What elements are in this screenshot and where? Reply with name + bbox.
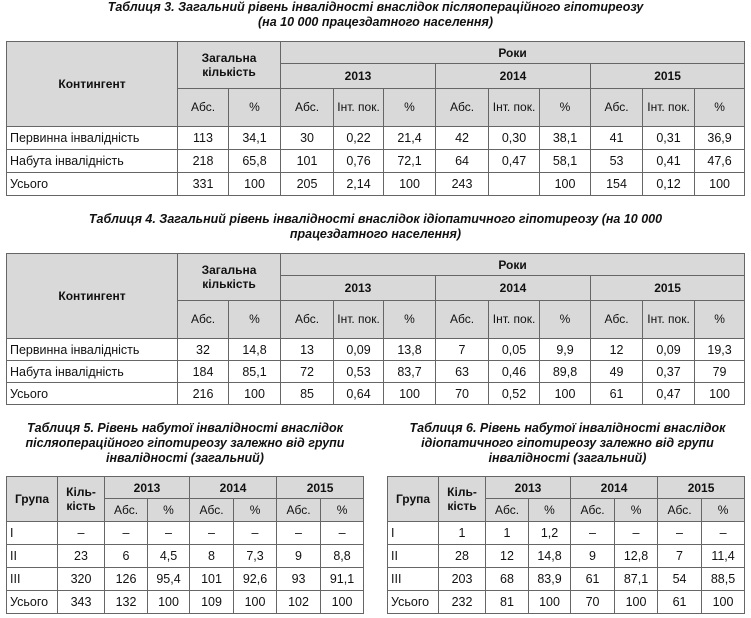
table-cell: 0,76 [334,150,384,173]
pct-header: % [540,89,591,127]
int-header: Інт. пок. [489,89,540,127]
table-cell: 23 [58,545,105,568]
table-cell: 70 [436,383,489,405]
table-cell: 79 [695,361,745,383]
table-cell: 83,9 [529,568,571,591]
year-header: 2013 [281,276,436,301]
pct-header: % [384,301,436,339]
table-row [388,522,745,545]
row-label: Первинна інвалідність [7,339,178,361]
table5-body [7,522,364,614]
table-cell: 85,1 [229,361,281,383]
table-cell: 1 [439,522,486,545]
row-label: III [7,568,58,591]
table-cell: 41 [591,127,643,150]
table-cell: 205 [281,173,334,196]
table-cell: 102 [277,591,321,614]
pct-header: % [540,301,591,339]
table-cell: 101 [190,568,234,591]
row-label: Усього [7,591,58,614]
table-cell: 100 [229,173,281,196]
table-cell: 0,47 [489,150,540,173]
year-header: 2014 [571,477,658,499]
table-cell: – [190,522,234,545]
table-cell: 203 [439,568,486,591]
row-label: I [388,522,439,545]
pct-header: % [229,89,281,127]
table-cell: 0,37 [643,361,695,383]
table6-caption-line3: інвалідності (загальний) [488,451,647,465]
table-cell: 58,1 [540,150,591,173]
contingent-header: Контингент [7,254,178,339]
table-cell: 0,09 [643,339,695,361]
table4-body [7,339,745,405]
table-cell: 331 [178,173,229,196]
int-header: Інт. пок. [334,301,384,339]
table-cell: 100 [695,173,745,196]
table3-body [7,127,745,196]
row-label: II [388,545,439,568]
table-cell: 100 [702,591,745,614]
table-cell: 34,1 [229,127,281,150]
table-row [388,568,745,591]
table-cell: 30 [281,127,334,150]
table-cell: 100 [615,591,658,614]
table-cell: 49 [591,361,643,383]
table6-caption-line2: ідіопатичного гіпотиреозу залежно від групи [421,436,714,450]
table-cell: 0,09 [334,339,384,361]
table-cell: 100 [529,591,571,614]
table-cell: 9,9 [540,339,591,361]
table-cell: 0,53 [334,361,384,383]
table-cell: 89,8 [540,361,591,383]
pct-header: % [695,89,745,127]
table-cell: 126 [105,568,148,591]
table-cell: 32 [178,339,229,361]
row-label: I [7,522,58,545]
table-cell: 100 [384,173,436,196]
table3 [6,41,745,196]
table-row [7,545,364,568]
pct-header: % [695,301,745,339]
table4-caption-line1: Таблиця 4. Загальний рівень інвалідності внаслідок ідіопатичного гіпотиреозу (на 10 000 [88,212,663,226]
abs-header: Абс. [591,301,643,339]
table-cell: 11,4 [702,545,745,568]
table-cell: 63 [436,361,489,383]
table5-caption-line3: інвалідності (загальний) [106,451,264,465]
table-cell: – [277,522,321,545]
table-cell: 113 [178,127,229,150]
int-header: Інт. пок. [334,89,384,127]
table-cell: 72 [281,361,334,383]
table-cell: 101 [281,150,334,173]
table-cell: – [615,522,658,545]
table-cell: 65,8 [229,150,281,173]
year-header: 2013 [105,477,190,499]
table-cell: 88,5 [702,568,745,591]
table-cell: 47,6 [695,150,745,173]
table5 [6,476,364,614]
table-cell: 7,3 [234,545,277,568]
table-cell: 61 [591,383,643,405]
table-cell: 53 [591,150,643,173]
table5-caption-line2: післяопераційного гіпотиреозу залежно від групи [25,436,345,450]
table-row [388,591,745,614]
table6 [387,476,745,614]
year-header: 2015 [277,477,364,499]
table-cell: 42 [436,127,489,150]
year-header: 2014 [436,64,591,89]
table-cell: 100 [384,383,436,405]
table-cell: 9 [571,545,615,568]
table-cell: 7 [436,339,489,361]
table3-caption [0,0,751,30]
count-header: Кіль-кість [439,477,486,522]
row-label: Набута інвалідність [7,361,178,383]
abs-header: Абс. [436,301,489,339]
table-cell: 0,05 [489,339,540,361]
table-row [7,127,745,150]
table-row [7,361,745,383]
table-cell: 2,14 [334,173,384,196]
table-row [7,383,745,405]
table-cell: 100 [540,173,591,196]
table-cell: – [148,522,190,545]
table-cell: 0,12 [643,173,695,196]
table-cell: 6 [105,545,148,568]
years-header: Роки [281,254,745,276]
years-header: Роки [281,42,745,64]
table-cell: 68 [486,568,529,591]
table-cell: 100 [229,383,281,405]
int-header: Інт. пок. [643,89,695,127]
table-cell: 0,22 [334,127,384,150]
table-cell: 36,9 [695,127,745,150]
table-cell: 0,31 [643,127,695,150]
table-row [7,568,364,591]
table-cell: 0,52 [489,383,540,405]
table-cell: 83,7 [384,361,436,383]
abs-header: Абс. [178,301,229,339]
table-cell: 100 [234,591,277,614]
abs-header: Абс. [277,499,321,522]
table-cell: 13,8 [384,339,436,361]
row-label: Усього [7,173,178,196]
year-header: 2014 [436,276,591,301]
abs-header: Абс. [178,89,229,127]
pct-header: % [148,499,190,522]
table4 [6,253,745,405]
table-cell: 0,47 [643,383,695,405]
abs-header: Абс. [591,89,643,127]
table-cell: 12 [591,339,643,361]
contingent-header: Контингент [7,42,178,127]
table-cell: 14,8 [229,339,281,361]
table-row [7,522,364,545]
table4-caption-line2: працездатного населення) [289,227,462,241]
year-header: 2015 [591,276,745,301]
table-cell: 243 [436,173,489,196]
abs-header: Абс. [436,89,489,127]
count-header: Кіль-кість [58,477,105,522]
table-cell: – [321,522,364,545]
table-cell: 1 [486,522,529,545]
int-header: Інт. пок. [489,301,540,339]
table-cell: 0,41 [643,150,695,173]
table3-caption-line2: (на 10 000 працездатного населення) [257,15,494,29]
table-cell: 7 [658,545,702,568]
table-cell: 343 [58,591,105,614]
table6-body [388,522,745,614]
pct-header: % [321,499,364,522]
row-label: Набута інвалідність [7,150,178,173]
pct-header: % [384,89,436,127]
table-cell: 4,5 [148,545,190,568]
table-cell: 92,6 [234,568,277,591]
table-cell: 109 [190,591,234,614]
int-header: Інт. пок. [643,301,695,339]
row-label: III [388,568,439,591]
table-cell: 0,64 [334,383,384,405]
table-cell: – [58,522,105,545]
table-cell: 184 [178,361,229,383]
table-cell: – [105,522,148,545]
table-cell: 28 [439,545,486,568]
table-cell: 100 [148,591,190,614]
table-cell: 21,4 [384,127,436,150]
pct-header: % [702,499,745,522]
table-cell: 61 [571,568,615,591]
abs-header: Абс. [281,301,334,339]
table-cell: 87,1 [615,568,658,591]
table3-caption-line1: Таблиця 3. Загальний рівень інвалідності внаслідок післяопераційного гіпотиреозу [107,0,644,14]
table-cell: 9 [277,545,321,568]
year-header: 2014 [190,477,277,499]
table-row [7,173,745,196]
table-cell: 95,4 [148,568,190,591]
table-cell: 1,2 [529,522,571,545]
table-cell: – [702,522,745,545]
table-cell: 218 [178,150,229,173]
pct-header: % [615,499,658,522]
group-header: Група [7,477,58,522]
table4-caption [0,212,751,242]
year-header: 2015 [591,64,745,89]
table5-caption [0,421,370,466]
table-cell: 19,3 [695,339,745,361]
table-cell: 232 [439,591,486,614]
row-label: Первинна інвалідність [7,127,178,150]
table-cell: 8,8 [321,545,364,568]
table-row [7,339,745,361]
year-header: 2013 [281,64,436,89]
abs-header: Абс. [105,499,148,522]
table-cell: 64 [436,150,489,173]
table-cell: 70 [571,591,615,614]
table-row [7,150,745,173]
year-header: 2013 [486,477,571,499]
table-cell: – [571,522,615,545]
abs-header: Абс. [658,499,702,522]
row-label: Усього [388,591,439,614]
table-cell: – [658,522,702,545]
pct-header: % [234,499,277,522]
pct-header: % [229,301,281,339]
table-cell: 91,1 [321,568,364,591]
table-cell: 85 [281,383,334,405]
pct-header: % [529,499,571,522]
table-cell [489,173,540,196]
abs-header: Абс. [571,499,615,522]
table-cell: 100 [540,383,591,405]
table-cell: 0,46 [489,361,540,383]
abs-header: Абс. [190,499,234,522]
table-cell: 216 [178,383,229,405]
abs-header: Абс. [486,499,529,522]
table-cell: 13 [281,339,334,361]
table-cell: – [234,522,277,545]
total-count-header: Загальна кількість [178,254,281,301]
table-cell: 93 [277,568,321,591]
table-cell: 72,1 [384,150,436,173]
row-label: Усього [7,383,178,405]
table-cell: 81 [486,591,529,614]
table-row [7,591,364,614]
table-cell: 100 [695,383,745,405]
table6-caption [384,421,751,466]
row-label: II [7,545,58,568]
table-cell: 54 [658,568,702,591]
table-cell: 8 [190,545,234,568]
table-cell: 100 [321,591,364,614]
table-cell: 132 [105,591,148,614]
table-cell: 0,30 [489,127,540,150]
table-cell: 14,8 [529,545,571,568]
table-cell: 38,1 [540,127,591,150]
year-header: 2015 [658,477,745,499]
table-cell: 12,8 [615,545,658,568]
total-count-header: Загальна кількість [178,42,281,89]
abs-header: Абс. [281,89,334,127]
table-cell: 320 [58,568,105,591]
table-cell: 154 [591,173,643,196]
table5-caption-line1: Таблиця 5. Рівень набутої інвалідності внаслідок [27,421,343,435]
table-cell: 61 [658,591,702,614]
table-row [388,545,745,568]
table-cell: 12 [486,545,529,568]
table6-caption-line1: Таблиця 6. Рівень набутої інвалідності внаслідок [409,421,726,435]
group-header: Група [388,477,439,522]
